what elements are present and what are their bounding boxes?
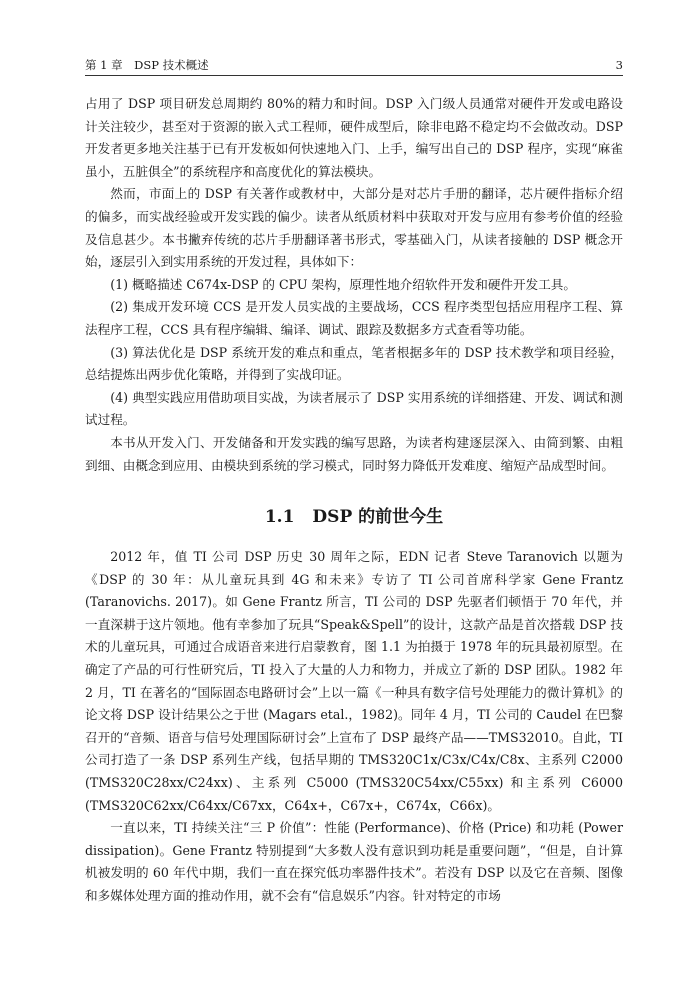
paragraph: 然而，市面上的 DSP 有关著作或教材中，大部分是对芯片手册的翻译，芯片硬件指标介绍的偏多，而实战经验或开发实践的偏少。读者从纸质材料中获取对开发与应用有参考价值的经验及信息甚少。本书撇弃传统的芯片手册翻译著书形式，零基础入门，从读者接触的 DSP 概念开始，逐层引入到实用系统的开发过程，具体如下：: [85, 186, 623, 270]
paragraph: 占用了 DSP 项目研发总周期约 80%的精力和时间。DSP 入门级人员通常对硬件开发或电路设计关注较少，甚至对于资源的嵌入式工程师，硬件成型后，除非电路不稳定均不会做改动。DSP 开发者更多地关注基于已有开发板如何快速地入门、上手，编写出自己的 DSP 程序，实现“麻雀虽小，五脏俱全”的系统程序和高度优化的算法模块。: [85, 96, 623, 179]
running-header: [85, 57, 623, 75]
paragraph: 一直以来，TI 持续关注“三 P 价值”：性能 (Performance)、价格 (Price) 和功耗 (Power dissipation)。Gene Frantz 特别提到“大多数人没有意识到功耗是重要问题”，“但是，自计算机被发明的 60 年代中期，我们一直在探究低功率器件技术”。若没有 DSP 以及它在音频、图像和多媒体处理方面的推动作用，就不会有“信息娱乐”内容。针对特定的市场: [85, 820, 623, 903]
section-title: DSP 的前世今生: [312, 507, 444, 527]
header-divider: [85, 75, 623, 76]
paragraph: 2012 年，值 TI 公司 DSP 历史 30 周年之际，EDN 记者 Steve Taranovich 以题为《DSP 的 30 年：从儿童玩具到 4G 和未来》专访了 TI 公司首席科学家 Gene Frantz (Taranovichs. 2017)。如 Gene Frantz 所言，TI 公司的 DSP 先驱者们顿悟于 70 年代，并一直深耕于这片领地。他有幸参加了玩具“Speak&Spell”的设计，这款产品是首次搭载 DSP 技术的儿童玩具，可通过合成语音来进行启蒙教育，图 1.1 为拍摄于 1978 年的玩具最初原型。在确定了产品的可行性研究后，TI 投入了大量的人力和物力，并成立了新的 DSP 团队。1982 年 2 月，TI 在著名的“国际固态电路研讨会”上以一篇《一种具有数字信号处理能力的微计算机》的论文将 DSP 设计结果公之于世 (Magars etal.，1982)。同年 4 月，TI 公司的 Caudel 在巴黎召开的“音频、语音与信号处理国际研讨会”上宣布了 DSP 最终产品——TMS32010。自此，TI 公司打造了一条 DSP 系列生产线，包括早期的 TMS320C1x/C3x/C4x/C8x、主系列 C2000 (TMS320C28xx/C24xx)、主系列 C5000 (TMS320C54xx/C55xx) 和主系列 C6000 (TMS320C62xx/C64xx/C67xx，C64x+，C67x+，C674x，C66x)。: [85, 549, 624, 813]
list-item-2: (2) 集成开发环境 CCS 是开发人员实战的主要战场，CCS 程序类型包括应用程序工程、算法程序工程，CCS 具有程序编辑、编译、调试、跟踪及数据多方式查看等功能。: [85, 299, 623, 337]
chapter-title: 第 1 章 DSP 技术概述: [85, 58, 209, 72]
section-text-block: [85, 546, 623, 908]
intro-text-block: [85, 93, 623, 477]
section-number: 1.1: [264, 507, 295, 527]
page-number: 3: [615, 58, 623, 72]
list-item-4: (4) 典型实践应用借助项目实战，为读者展示了 DSP 实用系统的详细搭建、开发、调试和测试过程。: [85, 389, 623, 428]
list-item-3: (3) 算法优化是 DSP 系统开发的难点和重点，笔者根据多年的 DSP 技术教学和项目经验，总结提炼出两步优化策略，并得到了实战印证。: [85, 344, 623, 383]
list-item-1: (1) 概略描述 C674x-DSP 的 CPU 架构，原理性地介绍软件开发和硬件开发工具。: [110, 276, 576, 292]
section-heading: [85, 502, 623, 532]
paragraph: 本书从开发入门、开发储备和开发实践的编写思路，为读者构建逐层深入、由简到繁、由粗到细、由概念到应用、由模块到系统的学习模式，同时努力降低开发难度、缩短产品成型时间。: [85, 434, 623, 473]
